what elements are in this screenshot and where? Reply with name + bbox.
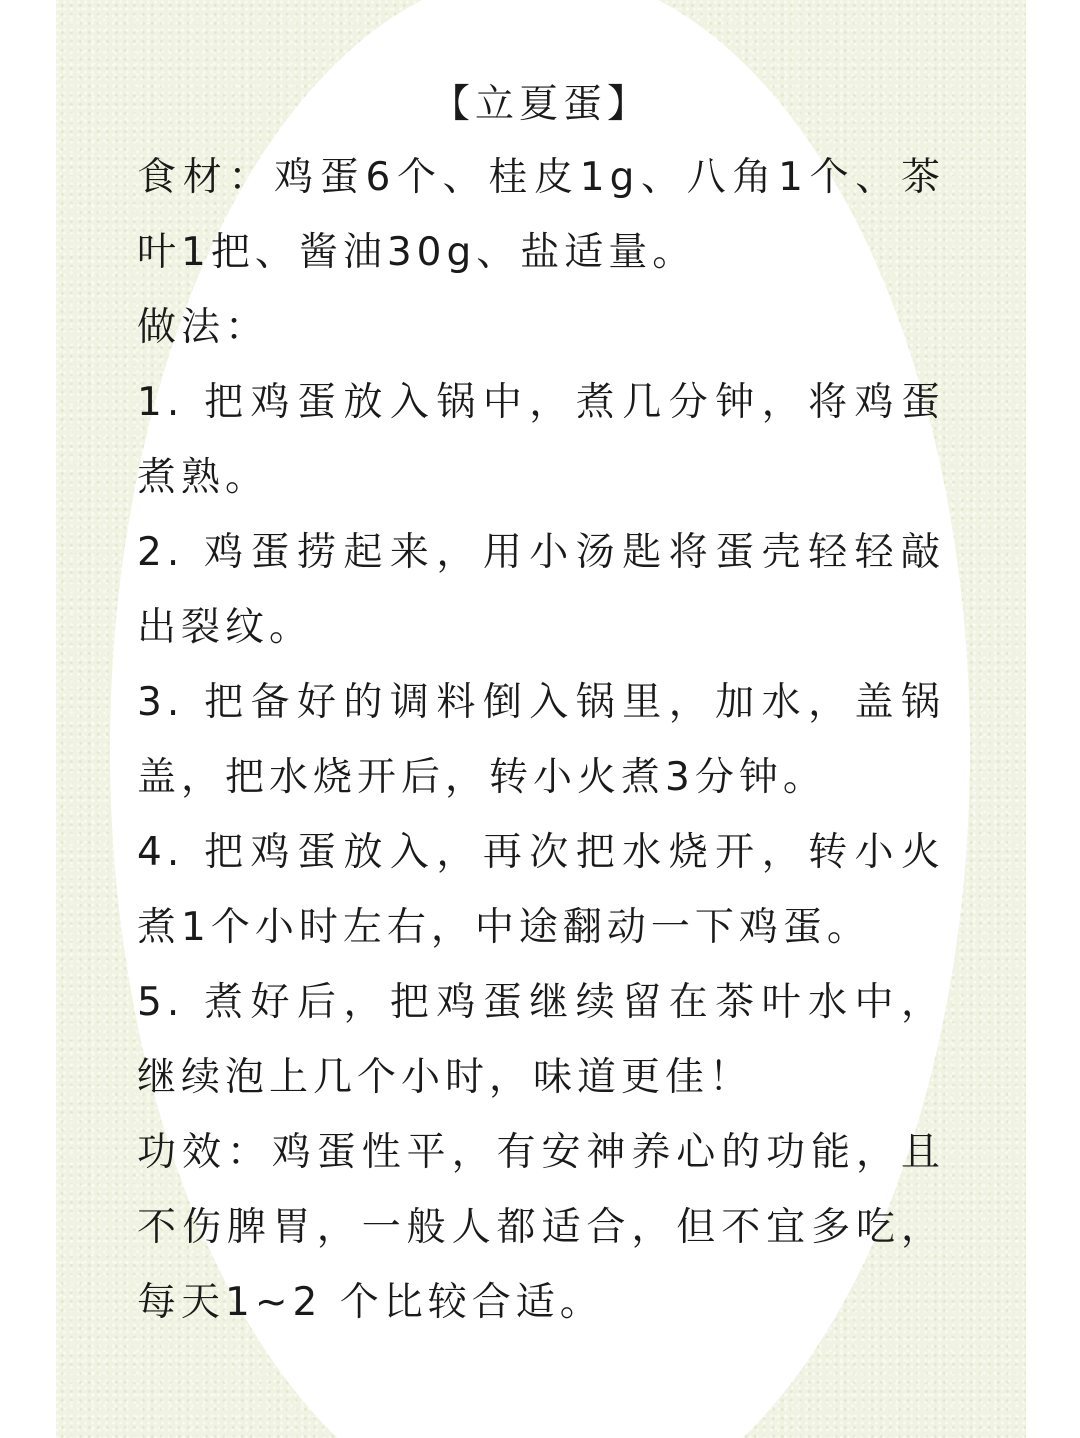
effect-text: 功效：鸡蛋性平，有安神养心的功能，且不伤脾胃，一般人都适合，但不宜多吃，每天1~2 个比较合适。 — [137, 1130, 945, 1325]
ingredients-text: 食材：鸡蛋6个、桂皮1g、八角1个、茶叶1把、酱油30g、盐适量。 — [137, 155, 945, 275]
step-3: 3. 把备好的调料倒入锅里，加水，盖锅盖，把水烧开后，转小火煮3分钟。 — [137, 680, 945, 800]
method-heading: 做法： — [137, 305, 270, 350]
step-2: 2. 鸡蛋捞起来，用小汤匙将蛋壳轻轻敲出裂纹。 — [137, 530, 945, 650]
step-1: 1. 把鸡蛋放入锅中，煮几分钟，将鸡蛋煮熟。 — [137, 380, 945, 500]
step-4: 4. 把鸡蛋放入，再次把水烧开，转小火煮1个小时左右，中途翻动一下鸡蛋。 — [137, 830, 945, 950]
recipe-content — [137, 70, 945, 1340]
recipe-title: 【立夏蛋】 — [430, 82, 651, 127]
step-5: 5. 煮好后，把鸡蛋继续留在茶叶水中，继续泡上几个小时，味道更佳！ — [137, 980, 945, 1100]
